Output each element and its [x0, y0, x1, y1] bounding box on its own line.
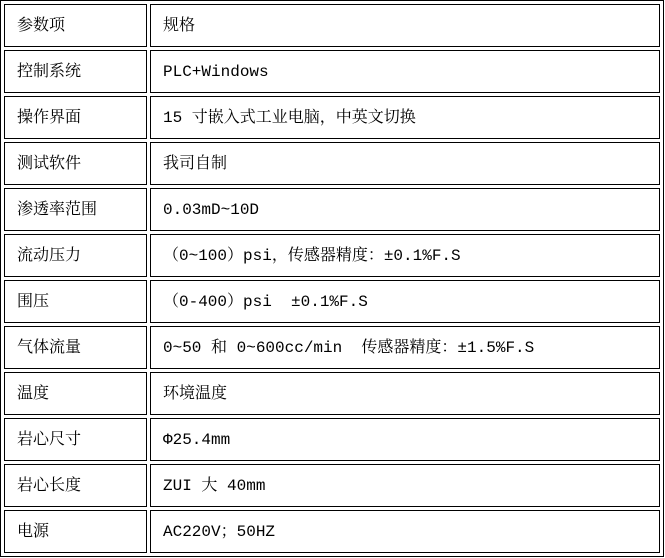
param-cell: 电源: [4, 510, 147, 553]
table-row: [4, 188, 660, 231]
spec-cell: 15 寸嵌入式工业电脑，中英文切换: [150, 96, 660, 139]
table-row: [4, 142, 660, 185]
table-row: [4, 50, 660, 93]
spec-cell: 0.03mD~10D: [150, 188, 660, 231]
param-cell: 控制系统: [4, 50, 147, 93]
table-row: [4, 418, 660, 461]
spec-cell: AC220V；50HZ: [150, 510, 660, 553]
table-row: [4, 326, 660, 369]
spec-column-header: 规格: [150, 4, 660, 47]
spec-cell: 环境温度: [150, 372, 660, 415]
spec-cell: （0~100）psi，传感器精度：±0.1%F.S: [150, 234, 660, 277]
param-cell: 气体流量: [4, 326, 147, 369]
table-row: [4, 96, 660, 139]
param-cell: 测试软件: [4, 142, 147, 185]
param-cell: 围压: [4, 280, 147, 323]
table-row: [4, 372, 660, 415]
param-column-header: 参数项: [4, 4, 147, 47]
header-row: [4, 4, 660, 47]
param-cell: 温度: [4, 372, 147, 415]
param-cell: 操作界面: [4, 96, 147, 139]
spec-cell: PLC+Windows: [150, 50, 660, 93]
spec-cell: ZUI 大 40mm: [150, 464, 660, 507]
table-row: [4, 510, 660, 553]
spec-cell: 我司自制: [150, 142, 660, 185]
param-cell: 岩心尺寸: [4, 418, 147, 461]
table-row: [4, 464, 660, 507]
param-cell: 渗透率范围: [4, 188, 147, 231]
param-cell: 岩心长度: [4, 464, 147, 507]
spec-cell: （0-400）psi ±0.1%F.S: [150, 280, 660, 323]
param-cell: 流动压力: [4, 234, 147, 277]
table-row: [4, 280, 660, 323]
table-row: [4, 234, 660, 277]
spec-cell: Φ25.4mm: [150, 418, 660, 461]
spec-cell: 0~50 和 0~600cc/min 传感器精度：±1.5%F.S: [150, 326, 660, 369]
